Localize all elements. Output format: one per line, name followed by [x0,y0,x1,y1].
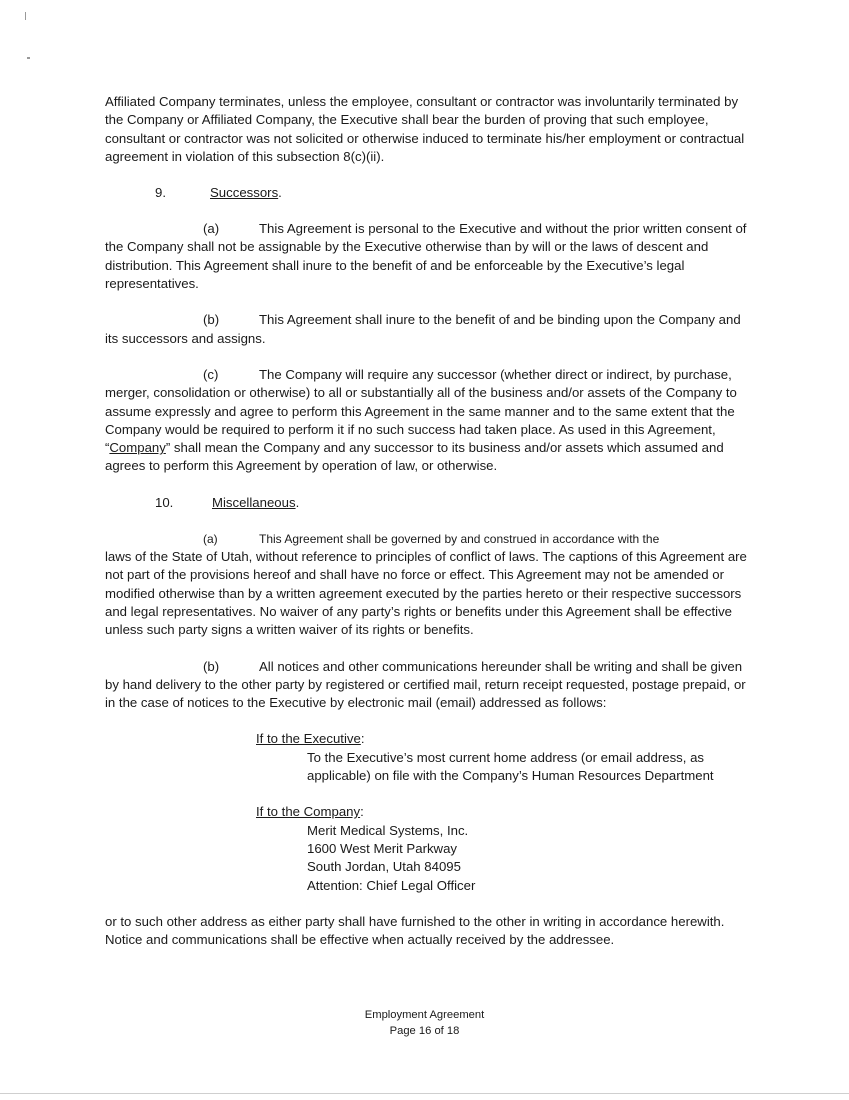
scan-edge-line [0,1093,849,1094]
section-10b [105,658,750,713]
section-title: Successors. [210,185,282,201]
subsection-text: This Agreement is personal to the Executive and without the prior written consent of the Company shall not be assignable by the Executive otherwise than by will or the laws of descent and distribution. This Agreement shall inure to the benefit of and be enforceable by the Executive’s legal representatives. [105,221,747,292]
document-body [105,93,750,949]
section-10a [105,530,750,640]
subsection-text: This Agreement shall inure to the benefit of and be binding upon the Company and its successors and assigns. [105,312,741,346]
closing-paragraph: or to such other address as either party shall have furnished to the other in writing in accordance herewith. Notice and communications shall be effective when actually received by the addressee. [105,913,725,948]
company-notice-address [256,803,750,894]
subsection-lead: This Agreement shall be governed by and construed in accordance with the [259,531,660,546]
continuation-paragraph: Affiliated Company terminates, unless the employee, consultant or contractor was involuntarily terminated by the Company or Affiliated Company, the Executive shall bear the burden of proving that such employee, consultant or contractor was not solicited or otherwise induced to terminate his/her employment or contractual agreement in violation of this subsection 8(c)(ii). [105,94,745,164]
section-9b [105,311,750,348]
section-title: Miscellaneous. [212,494,300,510]
address-lines [307,822,750,895]
page-footer [0,1008,849,1039]
subsection-label: (b) [203,658,220,674]
address-lines [307,749,750,786]
section-number: 10. [155,494,174,510]
footer-title: Employment Agreement [364,1009,485,1021]
address-heading: If to the Executive: [256,731,365,747]
subsection-label: (a) [203,221,220,237]
address-line: South Jordan, Utah 84095 [307,859,461,875]
address-heading: If to the Company: [256,804,364,820]
address-line: To the Executive’s most current home address (or email address, as [307,749,705,765]
section-9a [105,220,750,293]
defined-term: Company [109,440,166,456]
address-line: Merit Medical Systems, Inc. [307,822,469,838]
section-number: 9. [155,185,166,201]
section-10-heading [105,494,750,512]
section-9-heading [105,184,750,202]
subsection-text: All notices and other communications hereunder shall be writing and shall be given by hand delivery to the other party by registered or certified mail, return receipt requested, postage prepaid, or in the case of notices to the Executive by electronic mail (email) addressed as follows: [105,658,746,711]
address-line: 1600 West Merit Parkway [307,840,458,856]
scan-mark [25,12,26,20]
subsection-label: (a) [203,531,218,546]
page-number: Page 16 of 18 [389,1024,460,1037]
subsection-text: The Company will require any successor (whether direct or indirect, by purchase, merger, consolidation or otherwise) to all or substantially all of the business and/or assets of the Company to assume expressly and agree to perform this Agreement in the same manner and to the same extent that the Company would be required to perform it if no such success had taken place. As used in this Agreement, “ [105,366,737,456]
address-line: applicable) on file with the Company’s Human Resources Department [307,768,714,784]
subsection-text: ” shall mean the Company and any successor to its business and/or assets which assumed and agrees to perform this Agreement by operation of law, or otherwise. [105,440,724,474]
scan-mark [27,57,30,59]
subsection-label: (c) [203,366,219,382]
section-9c [105,366,750,476]
subsection-label: (b) [203,312,220,328]
address-line: Attention: Chief Legal Officer [307,877,476,893]
subsection-text: laws of the State of Utah, without reference to principles of conflict of laws. The captions of this Agreement are not part of the provisions hereof and shall have no force or effect. This Agreement may not be amended or modified otherwise than by a written agreement executed by the parties hereto or their respective successors and legal representatives. No waiver of any party’s rights or benefits under this Agreement shall be effective unless such party signs a written waiver of its rights or benefits. [105,549,747,638]
executive-notice-address [256,730,750,785]
